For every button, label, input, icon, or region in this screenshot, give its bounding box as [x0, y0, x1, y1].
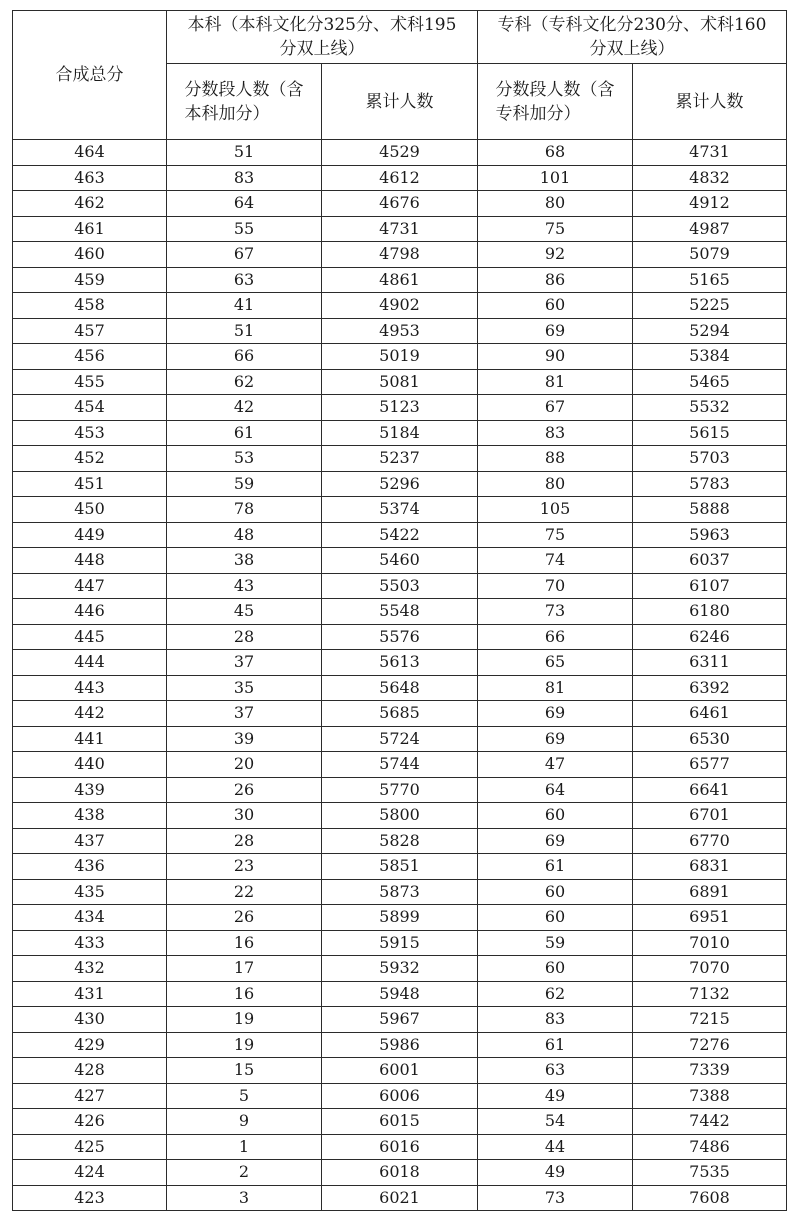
undergrad-cumulative-cell: 5948 — [322, 981, 478, 1007]
total-score-cell: 442 — [13, 701, 167, 727]
junior-segment-line1: 分数段人数（含 — [495, 79, 615, 100]
undergrad-cumulative-cell: 5899 — [322, 905, 478, 931]
table-row — [13, 1109, 787, 1135]
undergrad-segment-cell: 51 — [167, 318, 322, 344]
undergrad-segment-cell: 1 — [167, 1134, 322, 1160]
table-row — [13, 752, 787, 778]
table-row — [13, 191, 787, 217]
table-body — [13, 140, 787, 1211]
undergrad-cumulative-cell: 5986 — [322, 1032, 478, 1058]
junior-cumulative-cell: 5783 — [633, 471, 787, 497]
undergrad-cumulative-cell: 5915 — [322, 930, 478, 956]
total-score-cell: 428 — [13, 1058, 167, 1084]
junior-cumulative-cell: 6107 — [633, 573, 787, 599]
table-row — [13, 675, 787, 701]
total-score-cell: 455 — [13, 369, 167, 395]
undergrad-cumulative-cell: 4612 — [322, 165, 478, 191]
table-row — [13, 1185, 787, 1211]
table-row — [13, 420, 787, 446]
undergrad-segment-cell: 55 — [167, 216, 322, 242]
junior-cumulative-cell: 5615 — [633, 420, 787, 446]
total-score-cell: 435 — [13, 879, 167, 905]
junior-cumulative-cell: 6770 — [633, 828, 787, 854]
total-score-cell: 440 — [13, 752, 167, 778]
junior-segment-cell: 83 — [478, 1007, 633, 1033]
undergrad-cumulative-cell: 5460 — [322, 548, 478, 574]
undergrad-segment-cell: 20 — [167, 752, 322, 778]
table-row — [13, 369, 787, 395]
junior-cumulative-cell: 7535 — [633, 1160, 787, 1186]
junior-segment-cell: 61 — [478, 854, 633, 880]
junior-cumulative-cell: 4987 — [633, 216, 787, 242]
junior-cumulative-cell: 5532 — [633, 395, 787, 421]
undergrad-segment-cell: 63 — [167, 267, 322, 293]
total-score-cell: 449 — [13, 522, 167, 548]
junior-segment-cell: 68 — [478, 140, 633, 166]
junior-cumulative-cell: 4832 — [633, 165, 787, 191]
junior-cumulative-cell: 6951 — [633, 905, 787, 931]
junior-cumulative-cell: 7339 — [633, 1058, 787, 1084]
junior-cumulative-cell: 7132 — [633, 981, 787, 1007]
table-row — [13, 624, 787, 650]
total-score-header: 合成总分 — [13, 11, 167, 140]
junior-cumulative-cell: 7442 — [633, 1109, 787, 1135]
junior-segment-cell: 81 — [478, 369, 633, 395]
undergrad-segment-cell: 78 — [167, 497, 322, 523]
total-score-cell: 447 — [13, 573, 167, 599]
total-score-cell: 423 — [13, 1185, 167, 1211]
table-row — [13, 1007, 787, 1033]
undergrad-cumulative-cell: 5685 — [322, 701, 478, 727]
undergrad-segment-cell: 23 — [167, 854, 322, 880]
undergrad-cumulative-cell: 4529 — [322, 140, 478, 166]
undergrad-cumulative-cell: 6018 — [322, 1160, 478, 1186]
junior-segment-cell: 60 — [478, 956, 633, 982]
table-row — [13, 930, 787, 956]
undergrad-cumulative-cell: 4953 — [322, 318, 478, 344]
junior-cumulative-cell: 6891 — [633, 879, 787, 905]
undergrad-cumulative-cell: 5081 — [322, 369, 478, 395]
undergrad-cumulative-cell: 5828 — [322, 828, 478, 854]
junior-segment-cell: 59 — [478, 930, 633, 956]
junior-cumulative-cell: 7215 — [633, 1007, 787, 1033]
undergrad-segment-cell: 66 — [167, 344, 322, 370]
undergrad-segment-cell: 16 — [167, 981, 322, 1007]
junior-segment-cell: 60 — [478, 879, 633, 905]
undergrad-segment-cell: 38 — [167, 548, 322, 574]
junior-cumulative-cell: 6641 — [633, 777, 787, 803]
total-score-cell: 431 — [13, 981, 167, 1007]
total-score-cell: 426 — [13, 1109, 167, 1135]
undergrad-cumulative-cell: 5800 — [322, 803, 478, 829]
undergrad-cumulative-cell: 4731 — [322, 216, 478, 242]
total-score-cell: 434 — [13, 905, 167, 931]
junior-segment-cell: 66 — [478, 624, 633, 650]
undergrad-cumulative-cell: 5576 — [322, 624, 478, 650]
table-row — [13, 140, 787, 166]
undergrad-segment-cell: 64 — [167, 191, 322, 217]
undergrad-header-line1: 本科（本科文化分325分、术科195 — [187, 15, 457, 35]
table-header — [13, 11, 787, 140]
undergrad-segment-cell: 26 — [167, 777, 322, 803]
total-score-cell: 452 — [13, 446, 167, 472]
junior-header-line1: 专科（专科文化分230分、术科160 — [497, 15, 767, 35]
junior-cumulative-cell: 7070 — [633, 956, 787, 982]
undergrad-cumulative-cell: 5851 — [322, 854, 478, 880]
table-row — [13, 828, 787, 854]
undergrad-segment-cell: 61 — [167, 420, 322, 446]
undergrad-segment-cell: 39 — [167, 726, 322, 752]
total-score-cell: 464 — [13, 140, 167, 166]
junior-segment-cell: 70 — [478, 573, 633, 599]
total-score-cell: 427 — [13, 1083, 167, 1109]
junior-cumulative-cell: 6392 — [633, 675, 787, 701]
junior-cumulative-cell: 7276 — [633, 1032, 787, 1058]
table-row — [13, 573, 787, 599]
total-score-cell: 448 — [13, 548, 167, 574]
table-row — [13, 165, 787, 191]
table-row — [13, 803, 787, 829]
total-score-cell: 438 — [13, 803, 167, 829]
junior-cumulative-cell: 5703 — [633, 446, 787, 472]
undergrad-segment-cell: 43 — [167, 573, 322, 599]
junior-segment-cell: 80 — [478, 191, 633, 217]
total-score-cell: 444 — [13, 650, 167, 676]
total-score-cell: 458 — [13, 293, 167, 319]
undergrad-cumulative-cell: 5503 — [322, 573, 478, 599]
total-score-cell: 445 — [13, 624, 167, 650]
junior-segment-cell: 49 — [478, 1160, 633, 1186]
undergrad-cumulative-cell: 5296 — [322, 471, 478, 497]
undergrad-segment-cell: 15 — [167, 1058, 322, 1084]
total-score-cell: 433 — [13, 930, 167, 956]
undergrad-cumulative-cell: 6015 — [322, 1109, 478, 1135]
table-row — [13, 879, 787, 905]
undergrad-cumulative-cell: 5019 — [322, 344, 478, 370]
undergrad-cumulative-cell: 4798 — [322, 242, 478, 268]
undergrad-segment-cell: 48 — [167, 522, 322, 548]
junior-segment-cell: 74 — [478, 548, 633, 574]
undergrad-cumulative-cell: 6016 — [322, 1134, 478, 1160]
table-row — [13, 548, 787, 574]
junior-segment-cell: 92 — [478, 242, 633, 268]
junior-cumulative-cell: 5963 — [633, 522, 787, 548]
table-row — [13, 293, 787, 319]
undergrad-cumulative-cell: 5648 — [322, 675, 478, 701]
junior-cumulative-cell: 5888 — [633, 497, 787, 523]
table-row — [13, 701, 787, 727]
undergrad-segment-cell: 37 — [167, 650, 322, 676]
table-row — [13, 956, 787, 982]
junior-cumulative-cell: 5165 — [633, 267, 787, 293]
undergrad-cumulative-cell: 5422 — [322, 522, 478, 548]
junior-cumulative-cell: 6180 — [633, 599, 787, 625]
junior-cumulative-cell: 7486 — [633, 1134, 787, 1160]
junior-segment-cell: 73 — [478, 1185, 633, 1211]
total-score-cell: 454 — [13, 395, 167, 421]
total-score-cell: 441 — [13, 726, 167, 752]
junior-cumulative-cell: 5225 — [633, 293, 787, 319]
junior-cumulative-cell: 6037 — [633, 548, 787, 574]
total-score-cell: 425 — [13, 1134, 167, 1160]
junior-cumulative-header: 累计人数 — [633, 64, 787, 140]
junior-header-line2: 分双上线） — [589, 39, 675, 59]
table-row — [13, 1160, 787, 1186]
undergrad-cumulative-cell: 4861 — [322, 267, 478, 293]
junior-segment-cell: 81 — [478, 675, 633, 701]
undergrad-cumulative-cell: 6021 — [322, 1185, 478, 1211]
junior-cumulative-cell: 6530 — [633, 726, 787, 752]
undergrad-segment-cell: 19 — [167, 1007, 322, 1033]
total-score-cell: 446 — [13, 599, 167, 625]
junior-segment-cell: 60 — [478, 293, 633, 319]
undergrad-segment-cell: 35 — [167, 675, 322, 701]
table-row — [13, 726, 787, 752]
undergrad-cumulative-cell: 5770 — [322, 777, 478, 803]
junior-cumulative-cell: 6701 — [633, 803, 787, 829]
junior-segment-cell: 64 — [478, 777, 633, 803]
table-row — [13, 242, 787, 268]
table-row — [13, 318, 787, 344]
total-score-cell: 453 — [13, 420, 167, 446]
table-row — [13, 854, 787, 880]
junior-cumulative-cell: 4731 — [633, 140, 787, 166]
undergrad-segment-cell: 67 — [167, 242, 322, 268]
undergrad-segment-cell: 41 — [167, 293, 322, 319]
table-row — [13, 446, 787, 472]
undergrad-segment-cell: 26 — [167, 905, 322, 931]
score-distribution-table — [12, 10, 787, 1211]
undergrad-segment-cell: 3 — [167, 1185, 322, 1211]
undergrad-segment-cell: 22 — [167, 879, 322, 905]
undergrad-cumulative-cell: 6006 — [322, 1083, 478, 1109]
table-row — [13, 395, 787, 421]
undergrad-segment-cell: 19 — [167, 1032, 322, 1058]
undergrad-cumulative-cell: 4902 — [322, 293, 478, 319]
undergrad-segment-cell: 28 — [167, 828, 322, 854]
table-row — [13, 497, 787, 523]
junior-segment-cell: 69 — [478, 701, 633, 727]
undergrad-segment-cell: 59 — [167, 471, 322, 497]
total-score-cell: 456 — [13, 344, 167, 370]
undergrad-segment-line1: 分数段人数（含 — [184, 79, 304, 100]
undergrad-segment-line2: 本科加分） — [184, 103, 270, 124]
junior-cumulative-cell: 6461 — [633, 701, 787, 727]
junior-segment-cell: 47 — [478, 752, 633, 778]
junior-segment-cell: 90 — [478, 344, 633, 370]
total-score-cell: 461 — [13, 216, 167, 242]
table-row — [13, 1083, 787, 1109]
total-score-cell: 459 — [13, 267, 167, 293]
total-score-cell: 430 — [13, 1007, 167, 1033]
undergrad-cumulative-cell: 4676 — [322, 191, 478, 217]
junior-segment-cell: 69 — [478, 828, 633, 854]
junior-cumulative-cell: 6577 — [633, 752, 787, 778]
junior-segment-cell: 75 — [478, 522, 633, 548]
junior-segment-cell: 88 — [478, 446, 633, 472]
junior-cumulative-cell: 6831 — [633, 854, 787, 880]
table-row — [13, 522, 787, 548]
undergrad-group-header — [167, 11, 478, 64]
undergrad-segment-cell: 83 — [167, 165, 322, 191]
junior-segment-cell: 60 — [478, 803, 633, 829]
table-row — [13, 599, 787, 625]
junior-cumulative-cell: 5465 — [633, 369, 787, 395]
junior-cumulative-cell: 7010 — [633, 930, 787, 956]
total-score-cell: 460 — [13, 242, 167, 268]
undergrad-cumulative-cell: 6001 — [322, 1058, 478, 1084]
undergrad-segment-cell: 42 — [167, 395, 322, 421]
undergrad-segment-header — [167, 64, 322, 140]
total-score-cell: 451 — [13, 471, 167, 497]
junior-cumulative-cell: 6246 — [633, 624, 787, 650]
total-score-cell: 437 — [13, 828, 167, 854]
header-row-1 — [13, 11, 787, 64]
junior-segment-cell: 67 — [478, 395, 633, 421]
total-score-cell: 463 — [13, 165, 167, 191]
junior-segment-cell: 60 — [478, 905, 633, 931]
junior-cumulative-cell: 5079 — [633, 242, 787, 268]
undergrad-segment-cell: 9 — [167, 1109, 322, 1135]
undergrad-cumulative-cell: 5744 — [322, 752, 478, 778]
junior-cumulative-cell: 5384 — [633, 344, 787, 370]
total-score-cell: 462 — [13, 191, 167, 217]
table-row — [13, 981, 787, 1007]
table-row — [13, 1134, 787, 1160]
total-score-cell: 429 — [13, 1032, 167, 1058]
undergrad-cumulative-cell: 5967 — [322, 1007, 478, 1033]
table-row — [13, 905, 787, 931]
undergrad-cumulative-cell: 5548 — [322, 599, 478, 625]
junior-segment-line2: 专科加分） — [495, 103, 581, 124]
junior-segment-cell: 69 — [478, 318, 633, 344]
undergrad-cumulative-cell: 5932 — [322, 956, 478, 982]
undergrad-cumulative-cell: 5184 — [322, 420, 478, 446]
junior-segment-cell: 101 — [478, 165, 633, 191]
junior-segment-cell: 61 — [478, 1032, 633, 1058]
total-score-cell: 436 — [13, 854, 167, 880]
undergrad-cumulative-cell: 5237 — [322, 446, 478, 472]
table-row — [13, 650, 787, 676]
junior-segment-cell: 73 — [478, 599, 633, 625]
undergrad-segment-cell: 2 — [167, 1160, 322, 1186]
table-row — [13, 1032, 787, 1058]
undergrad-cumulative-header: 累计人数 — [322, 64, 478, 140]
undergrad-cumulative-cell: 5613 — [322, 650, 478, 676]
undergrad-segment-cell: 5 — [167, 1083, 322, 1109]
undergrad-segment-cell: 30 — [167, 803, 322, 829]
junior-segment-cell: 105 — [478, 497, 633, 523]
table-row — [13, 267, 787, 293]
table-row — [13, 344, 787, 370]
table-row — [13, 1058, 787, 1084]
undergrad-segment-cell: 45 — [167, 599, 322, 625]
undergrad-segment-cell: 51 — [167, 140, 322, 166]
junior-cumulative-cell: 7388 — [633, 1083, 787, 1109]
table-row — [13, 216, 787, 242]
undergrad-cumulative-cell: 5123 — [322, 395, 478, 421]
table-row — [13, 777, 787, 803]
junior-segment-cell: 80 — [478, 471, 633, 497]
junior-segment-cell: 69 — [478, 726, 633, 752]
total-score-cell: 443 — [13, 675, 167, 701]
junior-segment-cell: 86 — [478, 267, 633, 293]
junior-segment-cell: 65 — [478, 650, 633, 676]
junior-group-header — [478, 11, 787, 64]
junior-cumulative-cell: 6311 — [633, 650, 787, 676]
junior-segment-cell: 54 — [478, 1109, 633, 1135]
undergrad-segment-cell: 28 — [167, 624, 322, 650]
undergrad-cumulative-cell: 5873 — [322, 879, 478, 905]
table-row — [13, 471, 787, 497]
undergrad-segment-cell: 53 — [167, 446, 322, 472]
junior-segment-header — [478, 64, 633, 140]
junior-cumulative-cell: 7608 — [633, 1185, 787, 1211]
junior-cumulative-cell: 4912 — [633, 191, 787, 217]
junior-segment-cell: 63 — [478, 1058, 633, 1084]
undergrad-segment-cell: 16 — [167, 930, 322, 956]
junior-segment-cell: 75 — [478, 216, 633, 242]
total-score-cell: 450 — [13, 497, 167, 523]
total-score-cell: 432 — [13, 956, 167, 982]
undergrad-header-line2: 分双上线） — [279, 39, 365, 59]
undergrad-cumulative-cell: 5374 — [322, 497, 478, 523]
junior-segment-cell: 62 — [478, 981, 633, 1007]
total-score-cell: 424 — [13, 1160, 167, 1186]
junior-segment-cell: 44 — [478, 1134, 633, 1160]
junior-segment-cell: 49 — [478, 1083, 633, 1109]
undergrad-segment-cell: 17 — [167, 956, 322, 982]
junior-segment-cell: 83 — [478, 420, 633, 446]
undergrad-segment-cell: 62 — [167, 369, 322, 395]
undergrad-segment-cell: 37 — [167, 701, 322, 727]
total-score-cell: 457 — [13, 318, 167, 344]
undergrad-cumulative-cell: 5724 — [322, 726, 478, 752]
total-score-cell: 439 — [13, 777, 167, 803]
junior-cumulative-cell: 5294 — [633, 318, 787, 344]
